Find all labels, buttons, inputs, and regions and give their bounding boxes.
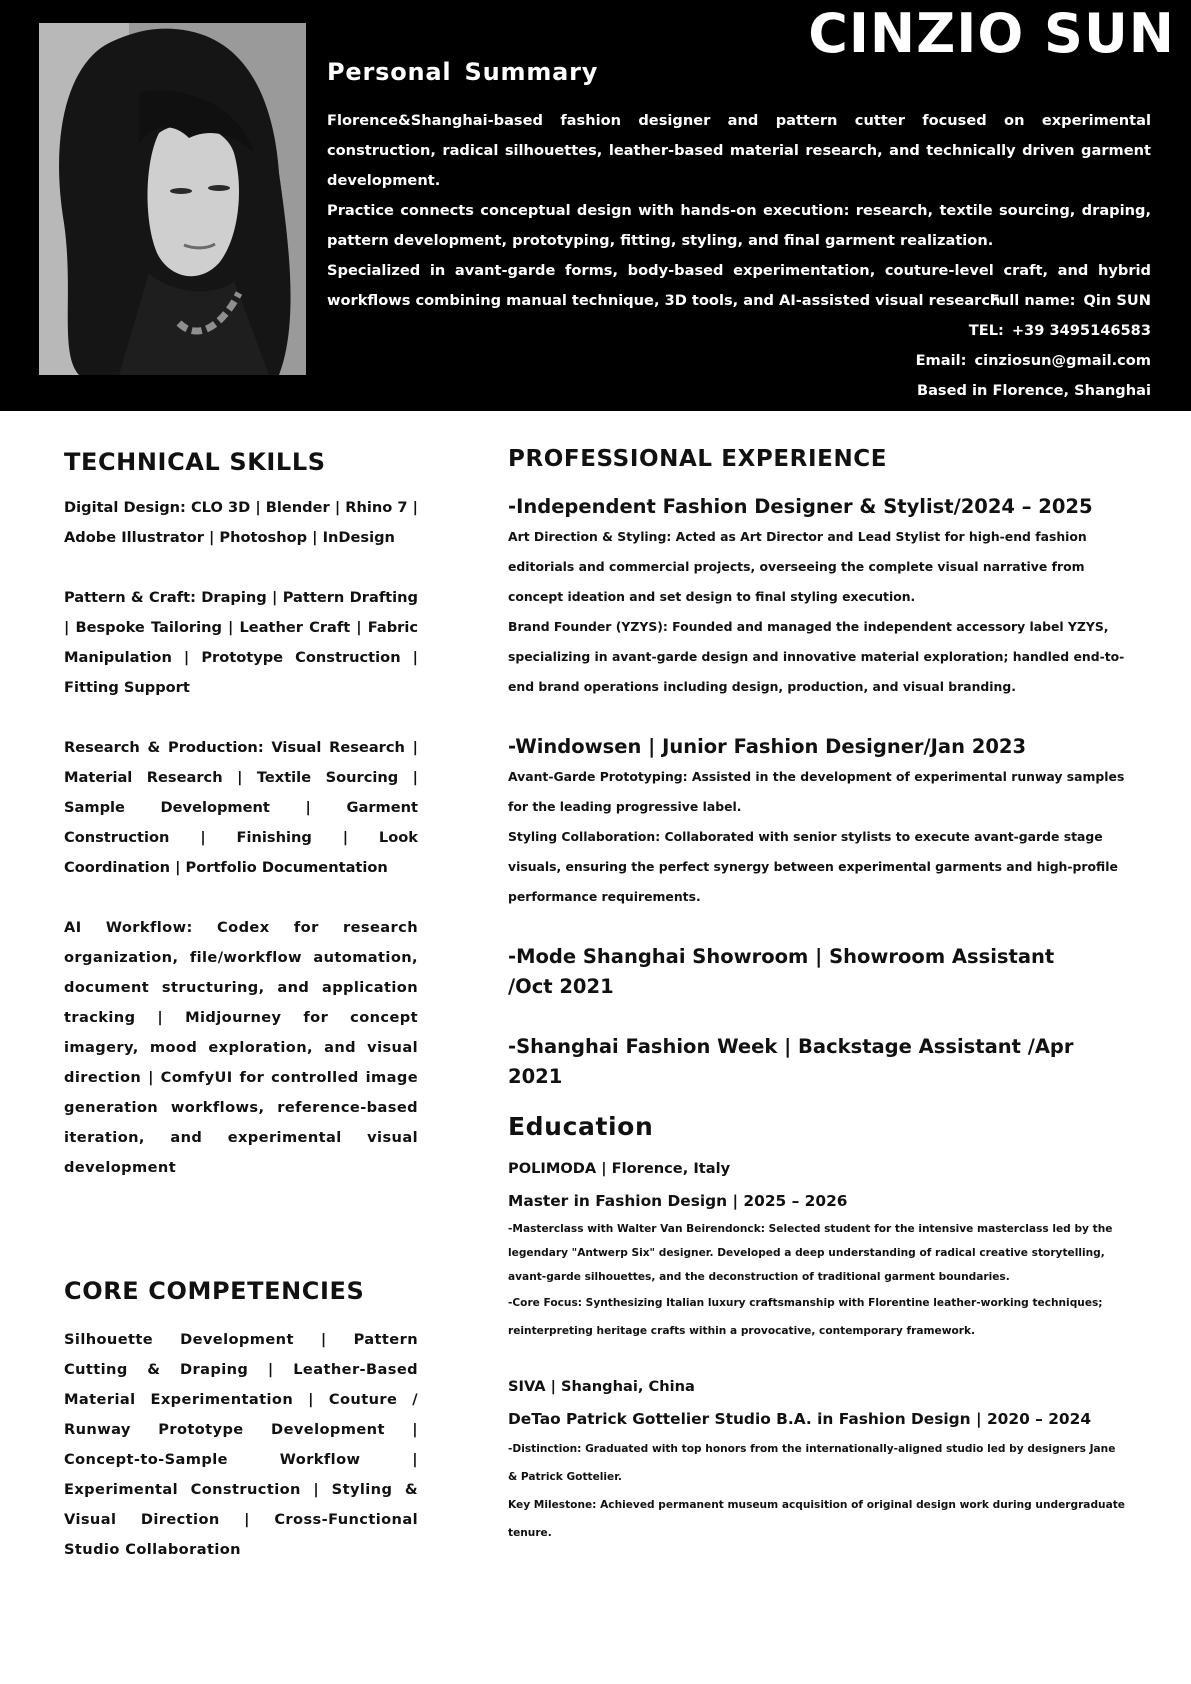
contact-info — [916, 286, 1151, 406]
job-line: Brand Founder (YZYS): Founded and managed the independent accessory label YZYS, specializing in avant-garde design and innovative material exploration; handled end-to-end brand operations including design, production, and visual branding. — [508, 619, 1125, 694]
job-title: -Independent Fashion Designer & Stylist/2024 – 2025 — [508, 495, 1093, 518]
job-entry — [508, 732, 1128, 912]
fullname-row — [916, 286, 1151, 316]
right-column — [508, 446, 1128, 1547]
tel-row — [916, 316, 1151, 346]
education-title: Education — [508, 1112, 654, 1141]
technical-skills-title: TECHNICAL SKILLS — [64, 448, 326, 476]
education-note: -Core Focus: Synthesizing Italian luxury craftsmanship with Florentine leather-working techniques; reinterpreting heritage crafts within a provocative, contemporary framework. — [508, 1297, 1103, 1337]
education-entry — [508, 1371, 1128, 1547]
core-competencies-text: Silhouette Development | Pattern Cutting & Draping | Leather-Based Material Experimentation | Couture / Runway Prototype Development | Concept-to-Sample Workflow | Experimental Construction | Styling & Visual Direction | Cross-Functional Studio Collaboration — [64, 1331, 418, 1558]
left-column — [64, 448, 418, 1565]
profile-photo — [39, 23, 306, 375]
email-label: Email: — [915, 352, 967, 369]
location-row: Based in Florence, Shanghai — [916, 382, 1151, 399]
core-competencies-title: CORE COMPETENCIES — [64, 1277, 365, 1305]
tel-label: TEL: — [968, 322, 1004, 339]
email-value[interactable]: cinziosun@gmail.com — [974, 352, 1151, 369]
job-line: Avant-Garde Prototyping: Assisted in the development of experimental runway samples for the leading progressive label. — [508, 769, 1125, 814]
education-school: POLIMODA | Florence, Italy — [508, 1160, 731, 1177]
education-degree: Master in Fashion Design | 2025 – 2026 — [508, 1192, 848, 1210]
education-entry — [508, 1153, 1128, 1345]
education-note: -Distinction: Graduated with top honors from the internationally-aligned studio led by designers Jane & Patrick Gottelier. — [508, 1443, 1116, 1483]
email-row — [916, 346, 1151, 376]
skill-item-digital-design: Digital Design: CLO 3D | Blender | Rhino 7 | Adobe Illustrator | Photoshop | InDesign — [64, 499, 418, 546]
job-entry — [508, 1032, 1128, 1092]
personal-summary — [327, 106, 1151, 316]
skill-item-pattern-craft: Pattern & Craft: Draping | Pattern Drafting | Bespoke Tailoring | Leather Craft | Fabric Manipulation | Prototype Construction | Fitting Support — [64, 589, 418, 696]
education-degree: DeTao Patrick Gottelier Studio B.A. in Fashion Design | 2020 – 2024 — [508, 1410, 1092, 1428]
tel-value[interactable]: +39 3495146583 — [1011, 322, 1151, 339]
education-school: SIVA | Shanghai, China — [508, 1378, 695, 1395]
skill-item-ai-workflow: AI Workflow: Codex for research organization, file/workflow automation, document structuring, and application tracking | Midjourney for concept imagery, mood exploration, and visual direction | ComfyUI for controlled image generation workflows, reference-based iteration, and experimental visual development — [64, 919, 418, 1176]
education-note: Key Milestone: Achieved permanent museum acquisition of original design work during undergraduate tenure. — [508, 1499, 1125, 1539]
job-line: Art Direction & Styling: Acted as Art Director and Lead Stylist for high-end fashion editorials and commercial projects, overseeing the complete visual narrative from concept ideation and set design to final styling execution. — [508, 529, 1087, 604]
job-title: -Windowsen | Junior Fashion Designer/Jan 2023 — [508, 735, 1027, 758]
fullname-label: Full name: — [989, 292, 1076, 309]
portrait-image — [39, 23, 306, 375]
job-title: -Mode Shanghai Showroom | Showroom Assistant /Oct 2021 — [508, 945, 1055, 998]
job-entry — [508, 492, 1128, 702]
summary-heading: Personal Summary — [327, 58, 599, 86]
summary-paragraph: Specialized in avant-garde forms, body-based experimentation, couture-level craft, and hybrid workflows combining manual technique, 3D tools, and AI-assisted visual research. — [327, 262, 1151, 309]
fullname-value: Qin SUN — [1083, 292, 1151, 309]
summary-paragraph: Florence&Shanghai-based fashion designer and pattern cutter focused on experimental construction, radical silhouettes, leather-based material research, and technically driven garment development. — [327, 112, 1151, 189]
header-banner — [0, 0, 1191, 411]
skill-item-research-production: Research & Production: Visual Research | Material Research | Textile Sourcing | Sample Development | Garment Construction | Finishing | Look Coordination | Portfolio Documentation — [64, 739, 418, 876]
experience-title: PROFESSIONAL EXPERIENCE — [508, 446, 888, 472]
job-entry — [508, 942, 1128, 1002]
education-note: -Masterclass with Walter Van Beirendonck: Selected student for the intensive masterclass led by the legendary "Antwerp Six" designer. Developed a deep understanding of radical creative storytelling, avant-garde silhouettes, and the deconstruction of traditional garment boundaries. — [508, 1223, 1113, 1283]
summary-paragraph: Practice connects conceptual design with hands-on execution: research, textile sourcing, draping, pattern development, prototyping, fitting, styling, and final garment realization. — [327, 202, 1151, 249]
job-line: Styling Collaboration: Collaborated with senior stylists to execute avant-garde stage visuals, ensuring the perfect synergy between experimental garments and high-profile performance requirements. — [508, 829, 1118, 904]
job-title: -Shanghai Fashion Week | Backstage Assistant /Apr 2021 — [508, 1035, 1074, 1088]
candidate-name: CINZIO SUN — [808, 2, 1175, 65]
